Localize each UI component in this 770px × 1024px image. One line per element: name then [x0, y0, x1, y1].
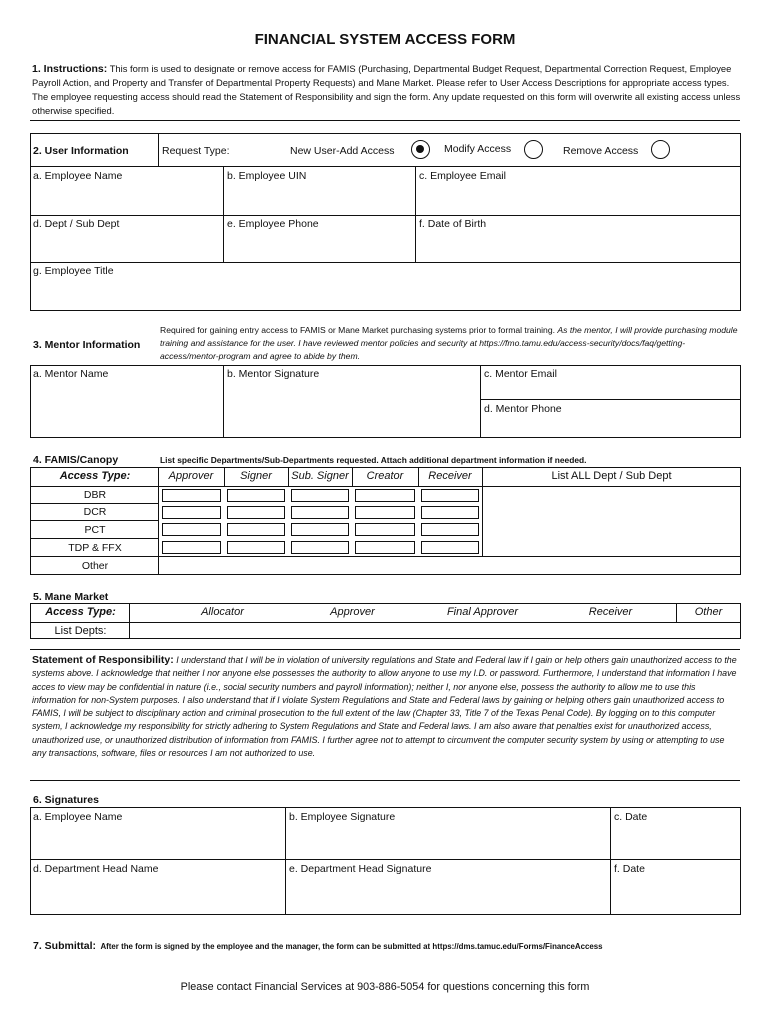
dept-field[interactable]: d. Dept / Sub Dept: [33, 218, 120, 230]
col-sub-signer: Sub. Signer: [291, 470, 349, 482]
dept-list-field[interactable]: [484, 559, 739, 573]
employee-uin-field[interactable]: b. Employee UIN: [227, 170, 307, 182]
signatures-box: [30, 807, 741, 915]
user-info-box: [30, 133, 741, 311]
employee-phone-field[interactable]: e. Employee Phone: [227, 218, 319, 230]
famis-checkbox[interactable]: [421, 506, 479, 519]
mentor-note-plain: Required for gaining entry access to FAMIS or Mane Market purchasing systems prior to formal training.: [160, 325, 556, 335]
mentor-signature-field[interactable]: b. Mentor Signature: [227, 368, 320, 380]
row-pct: PCT: [84, 524, 106, 536]
divider: [30, 520, 158, 521]
sig-employee-signature[interactable]: b. Employee Signature: [289, 811, 396, 823]
famis-checkbox[interactable]: [421, 489, 479, 502]
form-title: FINANCIAL SYSTEM ACCESS FORM: [254, 31, 516, 48]
divider: [30, 859, 741, 860]
new-user-radio[interactable]: [411, 140, 430, 159]
mane-list-depts: List Depts:: [54, 625, 107, 637]
famis-note: List specific Departments/Sub-Departments requested. Attach additional department information if needed.: [160, 455, 587, 465]
sig-employee-date[interactable]: c. Date: [614, 811, 648, 823]
famis-checkbox[interactable]: [162, 506, 221, 519]
col-approver: Approver: [168, 470, 214, 482]
dob-field[interactable]: f. Date of Birth: [419, 218, 487, 230]
row-other: Other: [81, 560, 109, 572]
remove-access-radio[interactable]: [651, 140, 670, 159]
col-list-depts: List ALL Dept / Sub Dept: [551, 470, 672, 482]
sig-dept-head-date[interactable]: f. Date: [614, 863, 645, 875]
famis-checkbox[interactable]: [162, 523, 221, 536]
option-new-user-label: New User-Add Access: [290, 145, 395, 157]
famis-checkbox[interactable]: [291, 523, 349, 536]
divider: [30, 780, 740, 781]
famis-checkbox[interactable]: [355, 523, 415, 536]
mane-col-receiver: Receiver: [588, 606, 633, 618]
employee-email-field[interactable]: c. Employee Email: [419, 170, 506, 182]
mane-heading: 5. Mane Market: [33, 591, 109, 603]
divider: [30, 538, 158, 539]
access-type-header: Access Type:: [59, 470, 131, 482]
divider: [30, 649, 740, 650]
divider: [223, 365, 224, 438]
statement-label: Statement of Responsibility:: [32, 654, 174, 666]
divider: [30, 486, 741, 487]
submittal: [33, 936, 603, 954]
famis-checkbox[interactable]: [227, 489, 285, 502]
mane-col-allocator: Allocator: [201, 606, 244, 618]
statement-text: I understand that I will be in violation of university regulations and State and Federal law if I gain or help others gain unauthorized access to the systems above. I acknowledge that neither I nor anyone else possesses the authority to allow anyone to use my I.D. or password. Furthermore, I understand that information I have acces to view may be confidential in nature (i.e., social security numbers and payroll information); neither I, nor anyone else, possess the authority to allow me to use this information for non-System purposes. I also understand that if I violate System Regulations and State and Federal laws by gaining or helping others gain unauthorized access to FAMIS, I will be subject to disciplinary action and criminal prosecution to the full extent of the law (Chapter 33, Title 7 of the Texas Penal Code). By logging on to this computer system, I acknowledge my responsibility for strictly adhering to System Regulations and State and Federal laws. I am also aware that penalties exist for unauthorized access, unauthorized use, or unauthorized distribution of information from FAMIS. I further agree not to attempt to circumvent the computer security system by using or attempting to use any transactions, software, files or resources I am not authorized to use.: [32, 655, 737, 759]
mentor-box: [30, 365, 741, 438]
divider: [158, 467, 159, 575]
mentor-heading: 3. Mentor Information: [33, 339, 141, 351]
sig-employee-name[interactable]: a. Employee Name: [33, 811, 123, 823]
mentor-email-field[interactable]: c. Mentor Email: [484, 368, 557, 380]
famis-checkbox[interactable]: [421, 523, 479, 536]
famis-checkbox[interactable]: [291, 506, 349, 519]
mane-col-approver: Approver: [330, 606, 375, 618]
footer-contact: Please contact Financial Services at 903-886-5054 for questions concerning this form: [180, 981, 590, 993]
divider: [129, 603, 130, 639]
option-remove-label: Remove Access: [563, 145, 639, 157]
divider: [610, 807, 611, 915]
dept-list-field[interactable]: [484, 506, 739, 520]
mentor-phone-field[interactable]: d. Mentor Phone: [484, 403, 562, 415]
col-receiver: Receiver: [428, 470, 472, 482]
mentor-note-italic: As the mentor, I will provide purchasing module training and assistance for the user. I have reviewed mentor policies and security at https://fmo.tamu.edu/access-security/docs/faq/getting-access/mentor-program and agree to abide by them.: [160, 325, 738, 361]
instructions-text: This form is used to designate or remove access for FAMIS (Purchasing, Departmental Budget Request, Departmental Correction Request, Employee Payroll Action, and Property and Transfer of Departmental Property Requests) and Mane Market. Please refer to User Access Descriptions for appropriate access types. The employee requesting access should read the Statement of Responsibility and sign the form. Any update requested on this form will overwrite all existing access unless otherwise specified.: [32, 63, 741, 116]
divider: [30, 120, 740, 121]
mane-list-depts-field[interactable]: [131, 623, 739, 637]
submittal-label: 7. Submittal:: [33, 940, 97, 952]
famis-checkbox[interactable]: [355, 506, 415, 519]
famis-checkbox[interactable]: [227, 541, 285, 554]
row-tdp-ffx: TDP & FFX: [68, 542, 122, 554]
mentor-note: [160, 324, 742, 363]
dept-list-field[interactable]: [484, 541, 739, 555]
divider: [30, 503, 158, 504]
modify-access-radio[interactable]: [524, 140, 543, 159]
row-dbr: DBR: [83, 489, 107, 501]
divider: [30, 215, 741, 216]
famis-checkbox[interactable]: [291, 541, 349, 554]
divider: [30, 166, 741, 167]
mane-access-type: Access Type:: [45, 606, 116, 618]
option-modify-label: Modify Access: [444, 143, 512, 155]
sig-dept-head-signature[interactable]: e. Department Head Signature: [289, 863, 432, 875]
divider: [223, 166, 224, 262]
famis-checkbox[interactable]: [421, 541, 479, 554]
famis-checkbox[interactable]: [227, 523, 285, 536]
instructions-label: 1. Instructions:: [32, 63, 108, 75]
divider: [285, 807, 286, 915]
mentor-name-field[interactable]: a. Mentor Name: [33, 368, 109, 380]
divider: [480, 399, 741, 400]
instructions: [32, 62, 744, 118]
signatures-heading: 6. Signatures: [33, 794, 99, 806]
dept-list-field[interactable]: [484, 523, 739, 537]
famis-checkbox[interactable]: [162, 489, 221, 502]
request-type-label: Request Type:: [162, 145, 230, 157]
sig-dept-head-name[interactable]: d. Department Head Name: [33, 863, 159, 875]
divider: [480, 365, 481, 438]
famis-checkbox[interactable]: [227, 506, 285, 519]
mane-col-final-approver: Final Approver: [446, 606, 519, 618]
statement-of-responsibility: [32, 654, 740, 760]
col-signer: Signer: [240, 470, 272, 482]
famis-checkbox[interactable]: [291, 489, 349, 502]
employee-title-field[interactable]: g. Employee Title: [33, 265, 114, 277]
famis-checkbox[interactable]: [355, 489, 415, 502]
famis-checkbox[interactable]: [355, 541, 415, 554]
user-info-heading: 2. User Information: [33, 145, 129, 157]
dept-list-field[interactable]: [484, 489, 739, 503]
row-dcr: DCR: [83, 506, 107, 518]
famis-heading: 4. FAMIS/Canopy: [33, 454, 119, 466]
employee-name-field[interactable]: a. Employee Name: [33, 170, 123, 182]
divider: [30, 556, 741, 557]
famis-checkbox[interactable]: [162, 541, 221, 554]
mane-col-other: Other: [694, 606, 723, 618]
submittal-text: After the form is signed by the employee and the manager, the form can be submitted at https://dms.tamuc.edu/Forms/FinanceAccess: [100, 942, 603, 951]
divider: [30, 262, 741, 263]
divider: [415, 166, 416, 262]
divider: [158, 133, 159, 167]
col-creator: Creator: [366, 470, 404, 482]
